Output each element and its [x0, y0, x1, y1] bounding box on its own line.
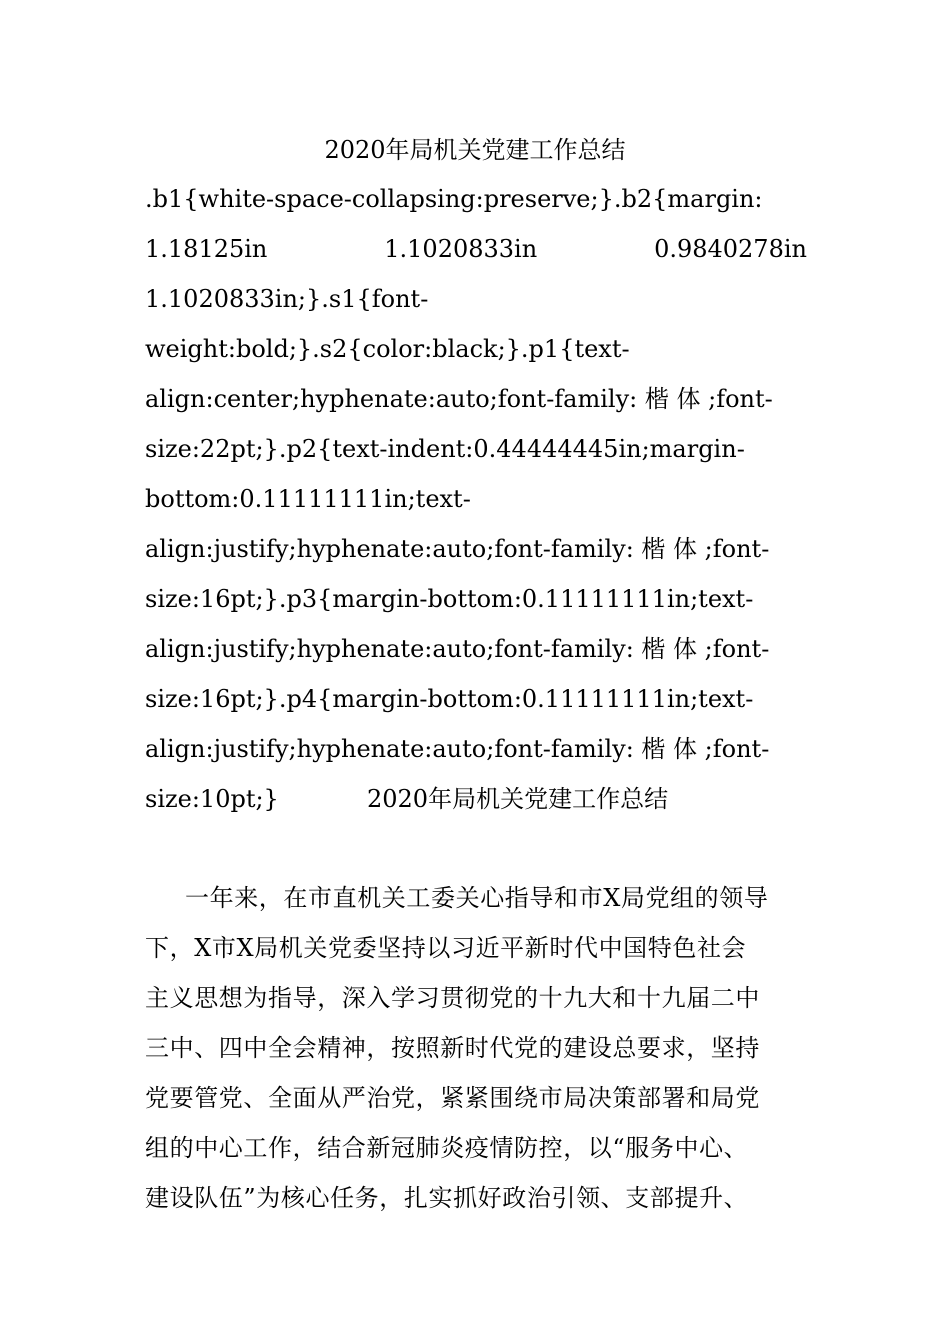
body-text-line: 建设队伍”为核心任务，扎实抓好政治引领、支部提升、 — [145, 1184, 749, 1212]
css-text-line: size:16pt;}.p4{margin-bottom:0.11111111in;text- — [145, 685, 754, 713]
css-text-line-last — [145, 781, 807, 817]
css-text-line: size:16pt;}.p3{margin-bottom:0.11111111in;text- — [145, 585, 754, 613]
css-text-line: align:justify;hyphenate:auto;font-family: 楷 体 ;font- — [145, 635, 770, 663]
css-text-line: .b1{white-space-collapsing:preserve;}.b2{margin: — [145, 185, 763, 213]
css-text-line: align:justify;hyphenate:auto;font-family: 楷 体 ;font- — [145, 735, 770, 763]
body-text-line: 三中、四中全会精神，按照新时代党的建设总要求，坚持 — [145, 1034, 760, 1062]
css-text-line — [145, 231, 807, 267]
body-text-line: 党要管党、全面从严治党，紧紧围绕市局决策部署和局党 — [145, 1084, 760, 1112]
css-text-line: bottom:0.11111111in;text- — [145, 485, 471, 513]
css-text-line: size:22pt;}.p2{text-indent:0.44444445in;margin- — [145, 435, 745, 463]
css-text-token: 0.9840278in — [654, 235, 807, 263]
css-text-line: 1.1020833in;}.s1{font- — [145, 285, 429, 313]
body-text-line: 一年来，在市直机关工委关心指导和市X局党组的领导 — [185, 884, 769, 912]
body-text-line: 主义思想为指导，深入学习贯彻党的十九大和十九届二中 — [145, 984, 760, 1012]
document-title: 2020年局机关党建工作总结 — [324, 136, 626, 164]
body-text-line: 组的中心工作，结合新冠肺炎疫情防控，以“服务中心、 — [145, 1134, 749, 1162]
css-text-token: size:10pt;} — [145, 785, 279, 813]
css-text-line: weight:bold;}.s2{color:black;}.p1{text- — [145, 335, 630, 363]
css-text-line: align:justify;hyphenate:auto;font-family: 楷 体 ;font- — [145, 535, 770, 563]
body-text-line: 下，X市X局机关党委坚持以习近平新时代中国特色社会 — [145, 934, 747, 962]
css-text-token: 1.18125in — [145, 235, 268, 263]
css-text-line: align:center;hyphenate:auto;font-family: 楷 体 ;font- — [145, 385, 773, 413]
css-text-token: 1.1020833in — [384, 235, 538, 263]
repeated-title: 2020年局机关党建工作总结 — [367, 785, 669, 813]
